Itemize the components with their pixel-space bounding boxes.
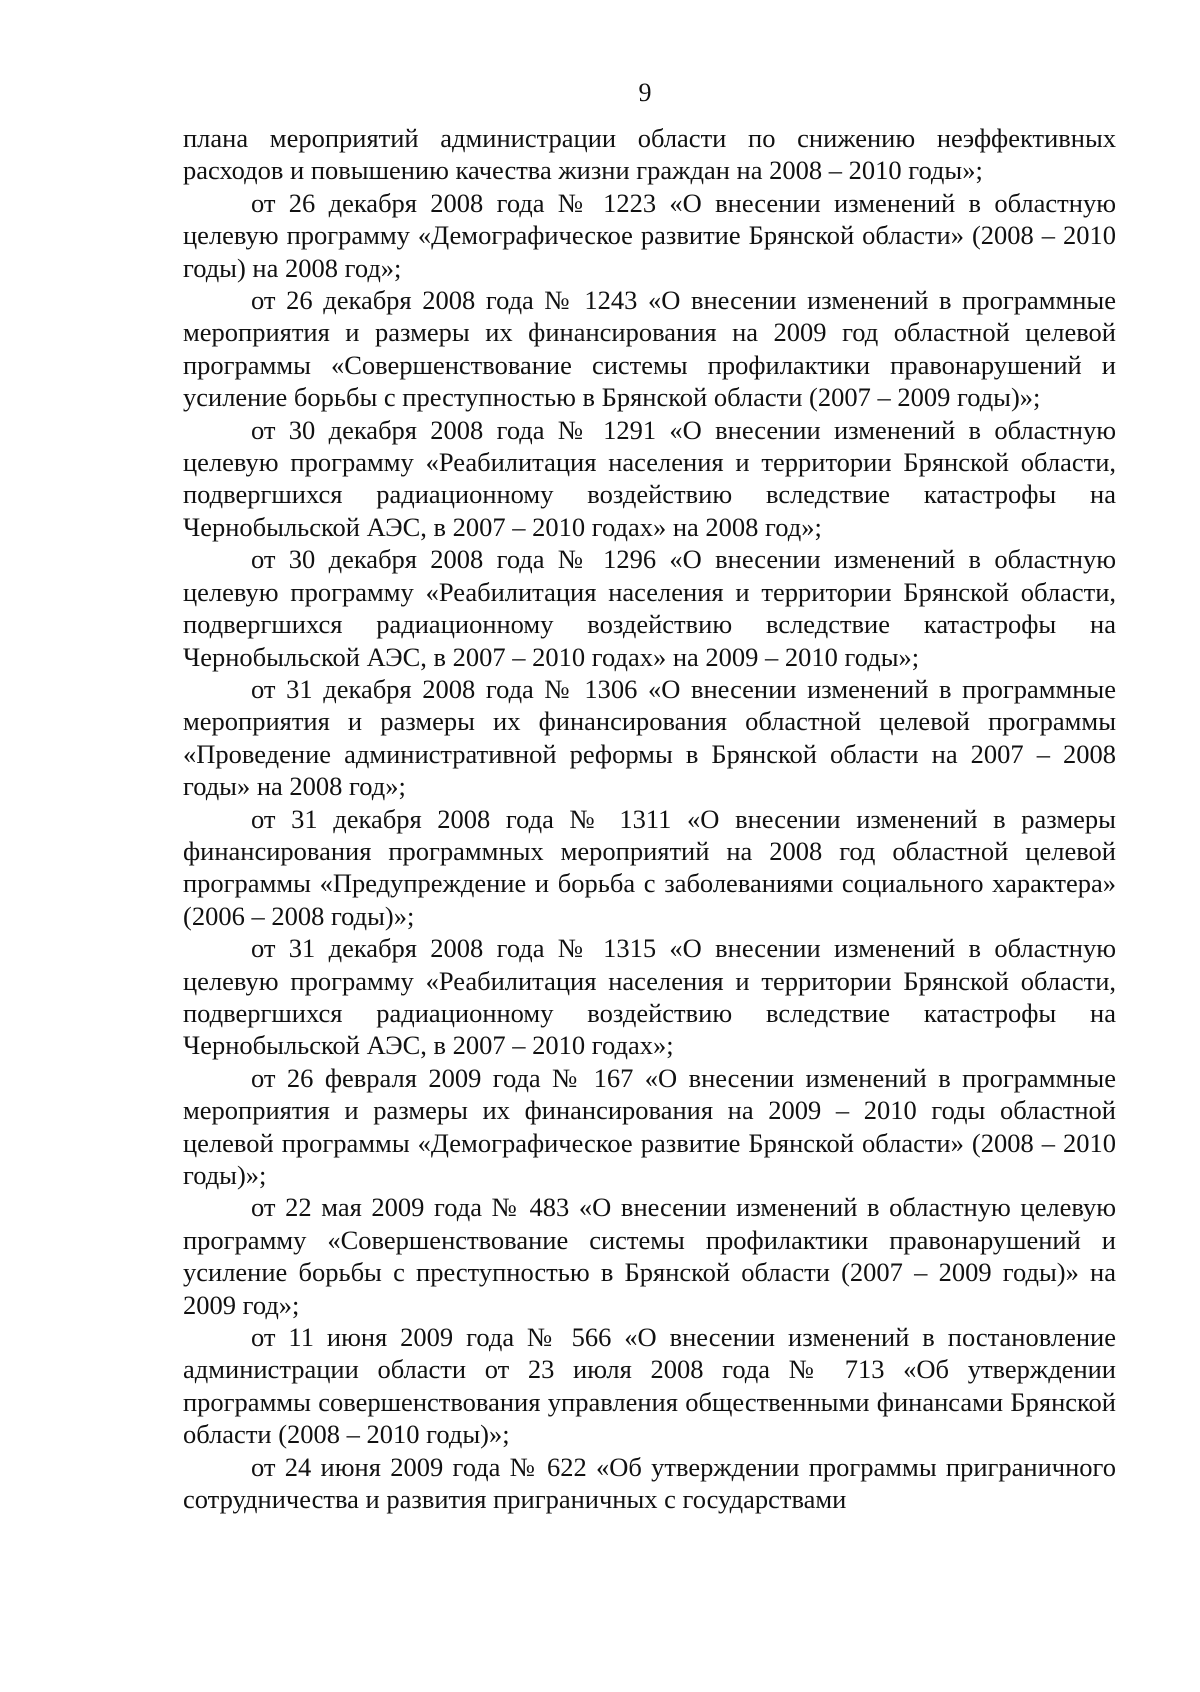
document-body — [183, 122, 1116, 1515]
paragraph-decree-1223: от 26 декабря 2008 года № 1223 «О внесении изменений в областную целевую программу «Демографическое развитие Брянской области» (2008 – 2010 годы) на 2008 год»; — [183, 187, 1116, 283]
paragraph-decree-1311: от 31 декабря 2008 года № 1311 «О внесении изменений в размеры финансирования программных мероприятий на 2008 год областной целевой программы «Предупреждение и борьба с заболеваниями социального характера» (2006 – 2008 годы)»; — [183, 803, 1116, 931]
paragraph-decree-167: от 26 февраля 2009 года № 167 «О внесении изменений в программные мероприятия и размеры их финансирования на 2009 – 2010 годы областной целевой программы «Демографическое развитие Брянской области» (2008 – 2010 годы)»; — [183, 1062, 1116, 1190]
paragraph-continuation: плана мероприятий администрации области по снижению неэффективных расходов и повышению качества жизни граждан на 2008 – 2010 годы»; — [183, 123, 1116, 186]
paragraph-decree-1243: от 26 декабря 2008 года № 1243 «О внесении изменений в программные мероприятия и размеры их финансирования на 2009 год областной целевой программы «Совершенствование системы профилактики правонарушений и усиление борьбы с преступностью в Брянской области (2007 – 2009 годы)»; — [183, 285, 1116, 413]
paragraph-decree-566: от 11 июня 2009 года № 566 «О внесении изменений в постановление администрации области от 23 июля 2008 года № 713 «Об утверждении программы совершенствования управления общественными финансами Брянской области (2008 – 2010 годы)»; — [183, 1322, 1116, 1450]
paragraph-decree-1291: от 30 декабря 2008 года № 1291 «О внесении изменений в областную целевую программу «Реабилитация населения и территории Брянской области, подвергшихся радиационному воздействию вследствие катастрофы на Чернобыльской АЭС, в 2007 – 2010 годах» на 2008 год»; — [183, 414, 1116, 542]
paragraph-decree-1296: от 30 декабря 2008 года № 1296 «О внесении изменений в областную целевую программу «Реабилитация населения и территории Брянской области, подвергшихся радиационному воздействию вследствие катастрофы на Чернобыльской АЭС, в 2007 – 2010 годах» на 2009 – 2010 годы»; — [183, 544, 1116, 672]
paragraph-decree-1306: от 31 декабря 2008 года № 1306 «О внесении изменений в программные мероприятия и размеры их финансирования областной целевой программы «Проведение административной реформы в Брянской области на 2007 – 2008 годы» на 2008 год»; — [183, 673, 1116, 802]
paragraph-decree-483: от 22 мая 2009 года № 483 «О внесении изменений в областную целевую программу «Совершенствование системы профилактики правонарушений и усиление борьбы с преступностью в Брянской области (2007 – 2009 годы)» на 2009 год»; — [183, 1192, 1116, 1320]
paragraph-decree-1315: от 31 декабря 2008 года № 1315 «О внесении изменений в областную целевую программу «Реабилитация населения и территории Брянской области, подвергшихся радиационному воздействию вследствие катастрофы на Чернобыльской АЭС, в 2007 – 2010 годах»; — [183, 933, 1116, 1061]
paragraph-decree-622: от 24 июня 2009 года № 622 «Об утверждении программы приграничного сотрудничества и развития приграничных с государствами — [183, 1451, 1116, 1515]
page-number: 9 — [638, 78, 652, 107]
